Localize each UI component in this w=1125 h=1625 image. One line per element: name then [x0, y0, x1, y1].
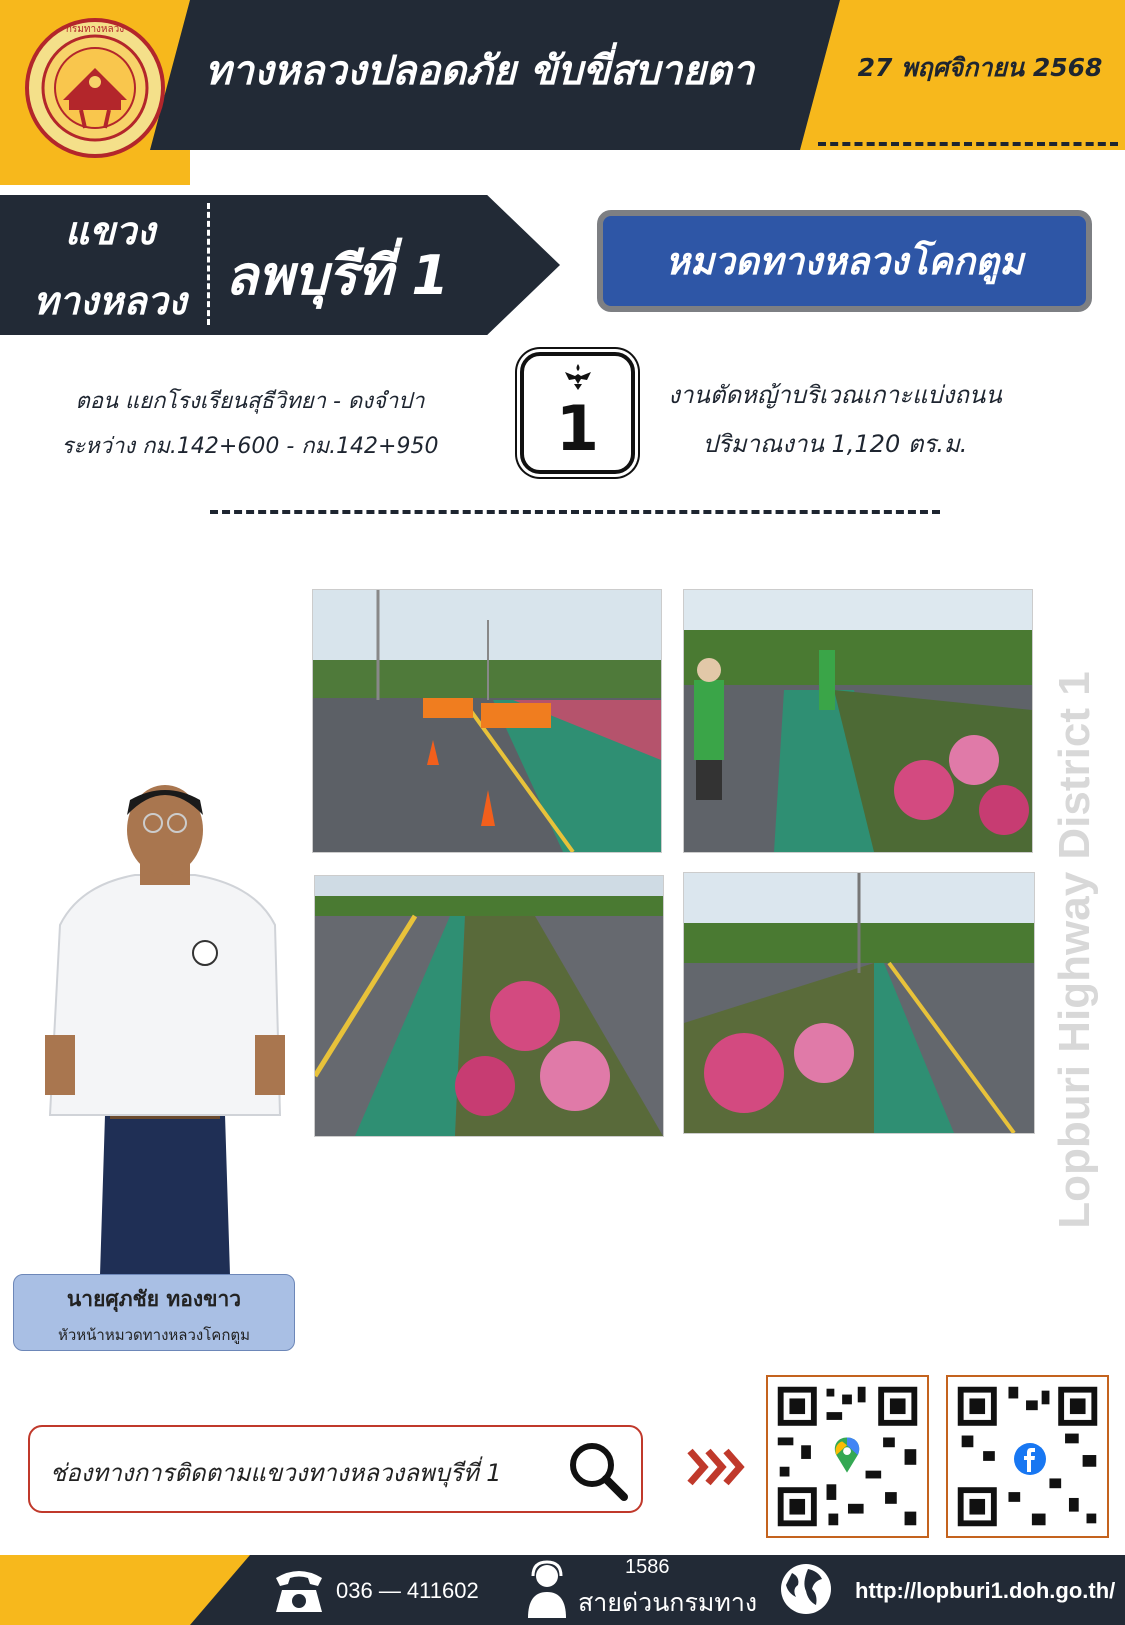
km-range: ระหว่าง กม.142+600 - กม.142+950 — [61, 434, 439, 459]
qr-code-maps — [768, 1377, 927, 1536]
person-name: นายศุภชัย ทองขาว — [66, 1287, 242, 1311]
logo-text: กรมทางหลวง — [65, 24, 125, 35]
person-figure — [40, 775, 290, 1275]
chevrons-right-icon — [686, 1445, 746, 1490]
report-date: 27 พฤศจิกายน 2568 — [857, 53, 1103, 82]
watermark-text: Lopburi Highway District 1 — [1050, 671, 1099, 1229]
unit-box — [597, 210, 1092, 312]
follow-text: ช่องทางการติดตามแขวงทางหลวงลพบุรีที่ 1 — [50, 1459, 502, 1487]
median-flowers-photo — [315, 876, 663, 1136]
work-quantity: ปริมาณงาน 1,120 ตร.ม. — [702, 430, 968, 458]
hotline-number[interactable]: 1586 — [625, 1556, 670, 1578]
work-description: งานตัดหญ้าบริเวณเกาะแบ่งถนน — [668, 381, 1002, 409]
person-title: หัวหน้าหมวดทางหลวงโคกตูม — [57, 1326, 251, 1344]
telephone-icon — [272, 1564, 326, 1616]
district-divider — [207, 203, 210, 325]
website-link[interactable]: http://lopburi1.doh.go.th/ — [855, 1578, 1116, 1603]
department-logo — [25, 18, 165, 158]
work-photo-1 — [312, 589, 662, 853]
work-photo-2 — [683, 589, 1033, 853]
search-icon[interactable] — [566, 1439, 630, 1503]
facebook-icon — [1014, 1443, 1046, 1475]
workers-sweeping-photo — [684, 590, 1032, 852]
section-dashed-divider — [210, 510, 940, 514]
qr-facebook[interactable] — [946, 1375, 1109, 1538]
hotline-label: สายด่วนกรมทาง — [578, 1588, 758, 1617]
header-dashed-divider — [818, 142, 1118, 146]
work-photo-4 — [683, 872, 1035, 1134]
qr-google-maps[interactable] — [766, 1375, 929, 1538]
person-name-box — [13, 1274, 295, 1351]
district-watermark — [1045, 640, 1105, 1260]
person-photo — [40, 775, 290, 1275]
route-shield — [520, 352, 635, 474]
follow-search-bar[interactable] — [28, 1425, 643, 1513]
globe-icon — [778, 1561, 834, 1617]
slogan-title: ทางหลวงปลอดภัย ขับขี่สบายตา — [205, 48, 755, 94]
garuda-emblem-icon — [563, 362, 593, 392]
call-center-icon — [524, 1560, 570, 1618]
work-photo-3 — [314, 875, 664, 1137]
phone-number[interactable]: 036 — 411602 — [336, 1578, 479, 1603]
doh-logo-icon — [25, 18, 165, 158]
route-number: 1 — [555, 392, 600, 465]
district-label-line1: แขวง — [64, 209, 156, 253]
median-road-photo — [684, 873, 1034, 1133]
unit-name: หมวดทางหลวงโคกตูม — [665, 239, 1024, 283]
road-signs-photo — [313, 590, 661, 852]
section-name: ตอน แยกโรงเรียนสุธีวิทยา - ดงจำปา — [75, 389, 425, 414]
district-label-line2: ทางหลวง — [33, 279, 187, 323]
district-name: ลพบุรีที่ 1 — [225, 244, 449, 307]
